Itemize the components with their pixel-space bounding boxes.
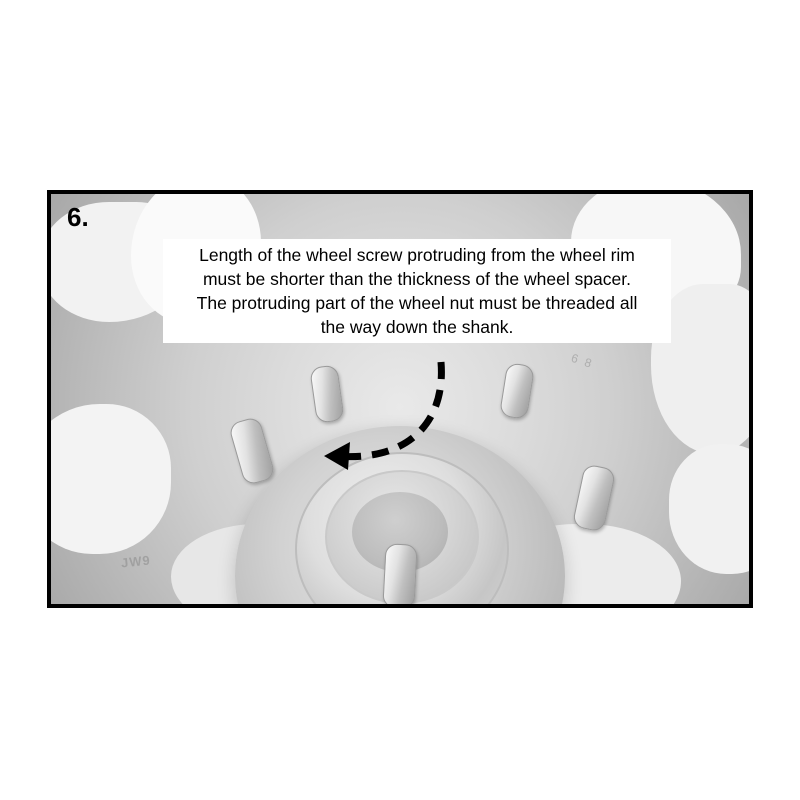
caption-line-3: The protruding part of the wheel nut must be threaded all — [196, 293, 638, 313]
instruction-panel — [47, 190, 753, 608]
rim-opening — [669, 444, 753, 574]
wheel-stud-left — [228, 416, 276, 486]
caption-block — [163, 239, 671, 343]
caption-line-4: the way down the shank. — [320, 317, 514, 337]
caption-line-2: must be shorter than the thickness of the wheel spacer. — [202, 269, 631, 289]
rim-opening — [47, 404, 171, 554]
embossed-marking-left: JW9 — [120, 552, 152, 571]
wheel-stud — [572, 463, 617, 532]
caption-line-1: Length of the wheel screw protruding from the wheel rim — [199, 245, 635, 265]
embossed-marking-right: 6 8 — [569, 350, 596, 372]
wheel-stud — [309, 364, 345, 423]
wheel-stud — [499, 362, 535, 420]
wheel-stud — [382, 543, 417, 608]
step-number: 6. — [67, 202, 89, 232]
